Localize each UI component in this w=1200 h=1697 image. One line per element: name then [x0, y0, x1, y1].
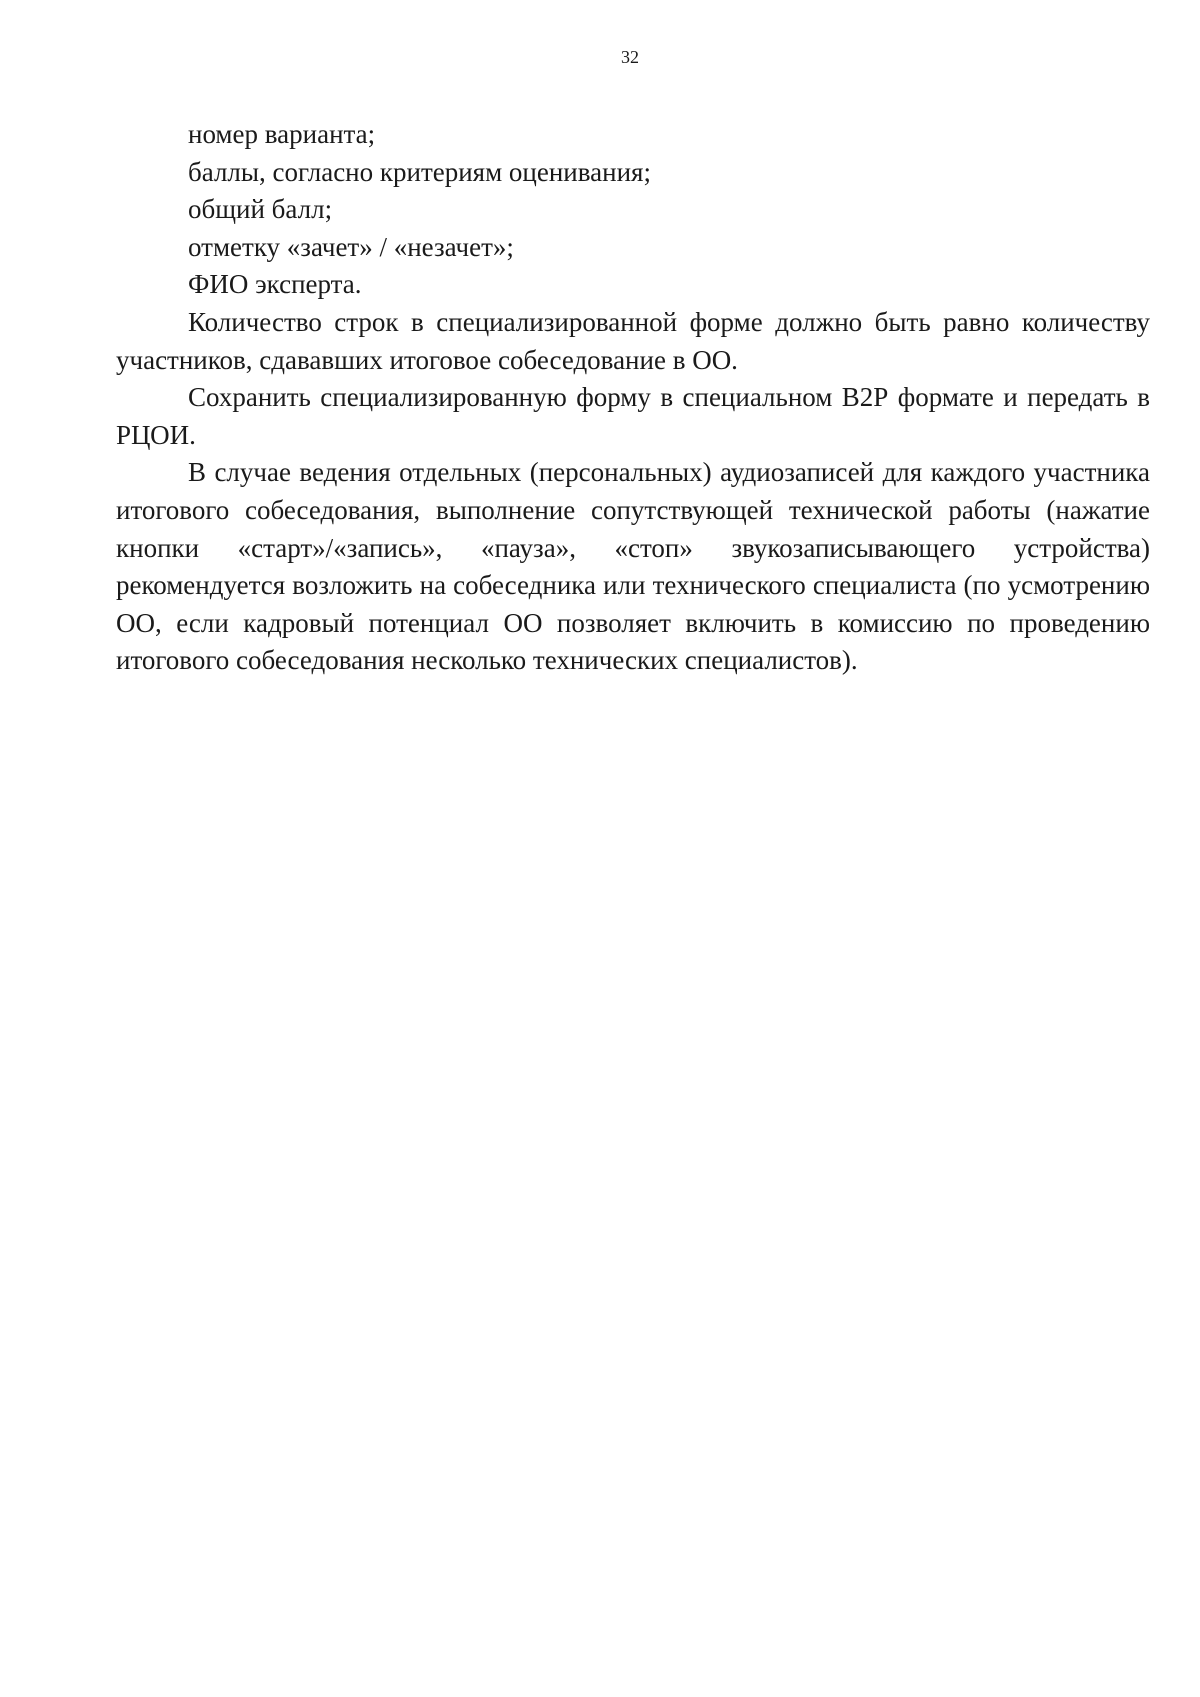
paragraph-save-form: Сохранить специализированную форму в специальном В2Р формате и передать в РЦОИ.: [116, 382, 1150, 450]
list-item-pass-fail-mark: отметку «зачет» / «незачет»;: [188, 231, 514, 262]
paragraph-row-count: Количество строк в специализированной форме должно быть равно количеству участников, сдававших итоговое собеседование в ОО.: [116, 306, 1150, 375]
list-item-variant-number: номер варианта;: [188, 119, 376, 149]
paragraph-audio-recording: В случае ведения отдельных (персональных) аудиозаписей для каждого участника итогового собеседования, выполнение сопутствующей технической работы (нажатие кнопки «старт»/«запись», «пауза», «стоп» звукозаписывающего устройства) рекомендуется возложить на собеседника или технического специалиста (по усмотрению ОО, если кадровый потенциал ОО позволяет включить в комиссию по проведению итогового собеседования несколько технических специалистов).: [116, 457, 1150, 676]
list-item-expert-name: ФИО эксперта.: [188, 269, 362, 300]
page-number: 32: [621, 47, 639, 67]
list-item-total-score: общий балл;: [188, 194, 333, 225]
body-text: [116, 116, 1150, 680]
list-item-criteria-scores: баллы, согласно критериям оценивания;: [188, 156, 651, 187]
